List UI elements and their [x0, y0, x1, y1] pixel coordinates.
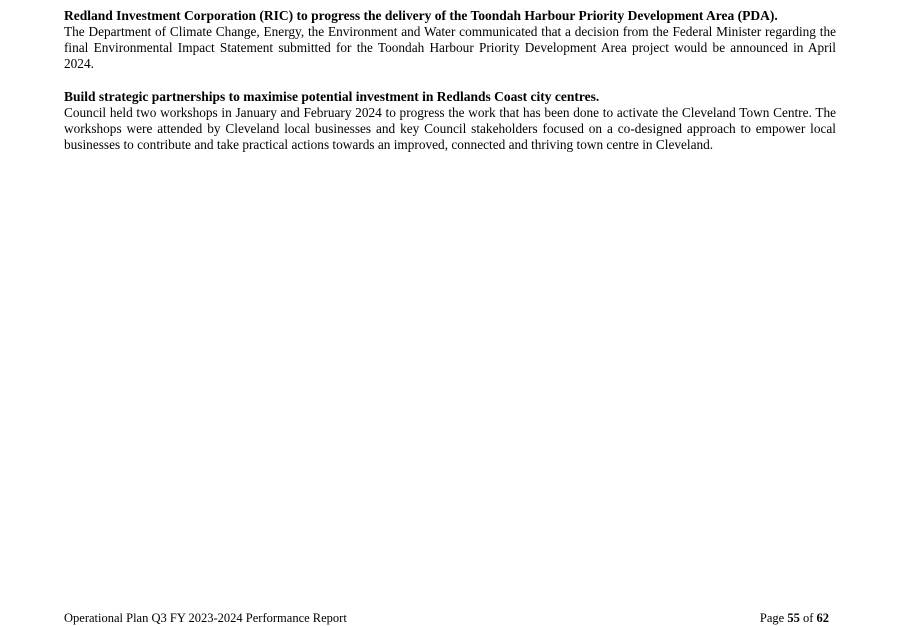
section-heading: Redland Investment Corporation (RIC) to progress the delivery of the Toondah Harbour Priority Development Area (PDA). — [64, 8, 778, 23]
current-page-number: 55 — [787, 611, 800, 625]
footer-report-title: Operational Plan Q3 FY 2023-2024 Performance Report — [64, 611, 347, 625]
total-pages-number: 62 — [816, 611, 829, 625]
page-number-indicator — [760, 610, 829, 626]
section-strategic-partnerships — [64, 89, 836, 154]
page-footer — [64, 610, 829, 626]
section-body: The Department of Climate Change, Energy, the Environment and Water communicated that a decision from the Federal Minister regarding the final Environmental Impact Statement submitted for the Toondah Harbour Priority Development Area project would be announced in April 2024. — [64, 24, 836, 72]
section-heading: Build strategic partnerships to maximise potential investment in Redlands Coast city centres. — [64, 88, 600, 104]
page-label: Page — [759, 611, 785, 625]
document-content — [64, 8, 836, 169]
page-of-label: of — [802, 611, 814, 625]
section-body: Council held two workshops in January and February 2024 to progress the work that has been done to activate the Cleveland Town Centre. The workshops were attended by Cleveland local businesses and key Council stakeholders focused on a co-designed approach to empower local businesses to contribute and take practical actions towards an improved, connected and thriving town centre in Cleveland. — [64, 104, 836, 153]
section-toondah-harbour — [64, 8, 836, 73]
